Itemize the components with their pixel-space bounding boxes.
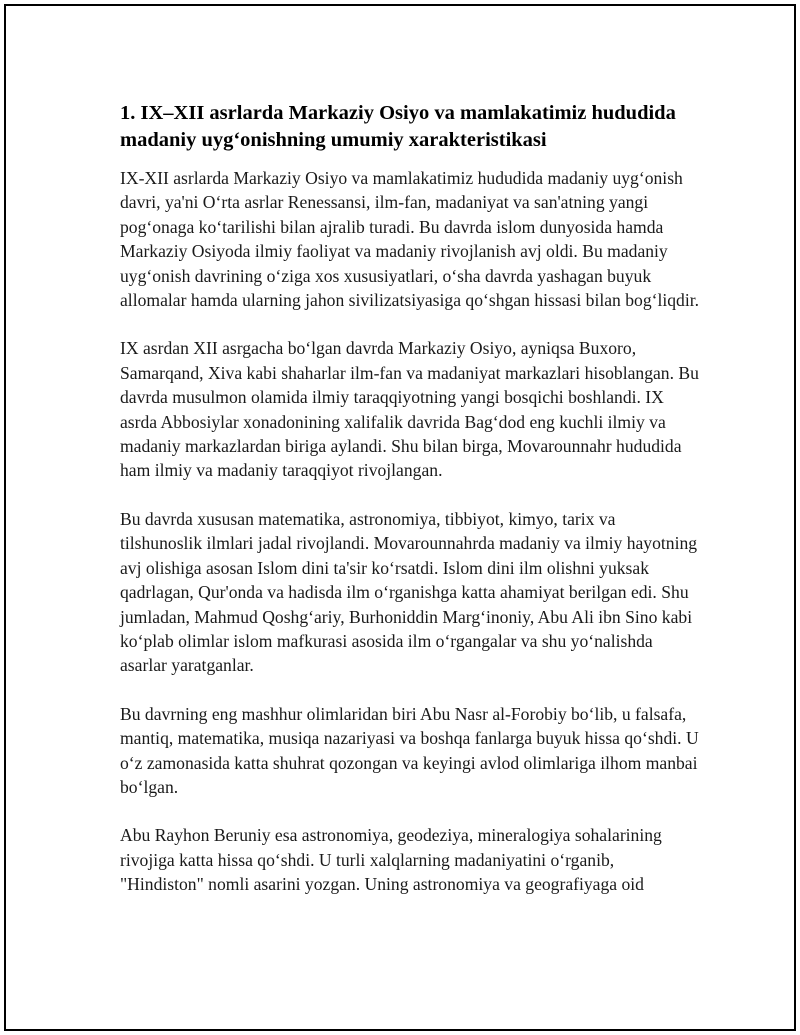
paragraph-3: Bu davrda xususan matematika, astronomiya, tibbiyot, kimyo, tarix va tilshunoslik ilmlari jadal rivojlandi. Movarounnahrda madaniy va ilmiy hayotning avj olishiga asosan Islom dini ta'sir ko‘rsatdi. Islom dini ilm olishni yuksak qadrlagan, Qur'onda va hadisda ilm o‘rganishga katta ahamiyat berilgan edi. Shu jumladan, Mahmud Qoshg‘ariy, Burhoniddin Marg‘inoniy, Abu Ali ibn Sino kabi ko‘plab olimlar islom mafkurasi asosida ilm o‘rgangalar va shu yo‘nalishda asarlar yaratganlar. (120, 508, 698, 676)
section-heading: 1. IX–XII asrlarda Markaziy Osiyo va mamlakatimiz hududida madaniy uyg‘onishning umumiy xarakteristikasi (120, 102, 676, 151)
paragraph-5: Abu Rayhon Beruniy esa astronomiya, geodeziya, mineralogiya sohalarining rivojiga katta hissa qo‘shdi. U turli xalqlarning madaniyatini o‘rganib, "Hindiston" nomli asarini yozgan. Uning astronomiya va geografiyaga oid (120, 825, 662, 895)
page-frame (4, 4, 796, 1031)
paragraph-4: Bu davrning eng mashhur olimlaridan biri Abu Nasr al-Forobiy bo‘lib, u falsafa, mantiq, matematika, musiqa nazariyasi va boshqa fanlarga buyuk hissa qo‘shdi. U o‘z zamonasida katta shuhrat qozongan va keyingi avlod olimlariga ilhom manbai bo‘lgan. (120, 703, 699, 797)
paragraph-1: IX-XII asrlarda Markaziy Osiyo va mamlakatimiz hududida madaniy uyg‘onish davri, ya'ni O‘rta asrlar Renessansi, ilm-fan, madaniyat va san'atning yangi pog‘onaga ko‘tarilishi bilan ajralib turadi. Bu davrda islom dunyosida hamda Markaziy Osiyoda ilmiy faoliyat va madaniy rivojlanish avj oldi. Bu madaniy uyg‘onish davrining o‘ziga xos xususiyatlari, o‘sha davrda yashagan buyuk allomalar hamda ularning jahon sivilizatsiyasiga qo‘shgan hissasi bilan bog‘liqdir. (120, 168, 700, 311)
paragraph-2: IX asrdan XII asrgacha bo‘lgan davrda Markaziy Osiyo, ayniqsa Buxoro, Samarqand, Xiva kabi shaharlar ilm-fan va madaniyat markazlari hisoblangan. Bu davrda musulmon olamida ilmiy taraqqiyotning yangi bosqichi boshlandi. IX asrda Abbosiylar xonadonining xalifalik davrida Bag‘dod eng kuchli ilmiy va madaniy markazlardan biriga aylandi. Shu bilan birga, Movarounnahr hududida ham ilmiy va madaniy taraqqiyot rivojlangan. (120, 338, 699, 481)
document-body (120, 100, 700, 921)
